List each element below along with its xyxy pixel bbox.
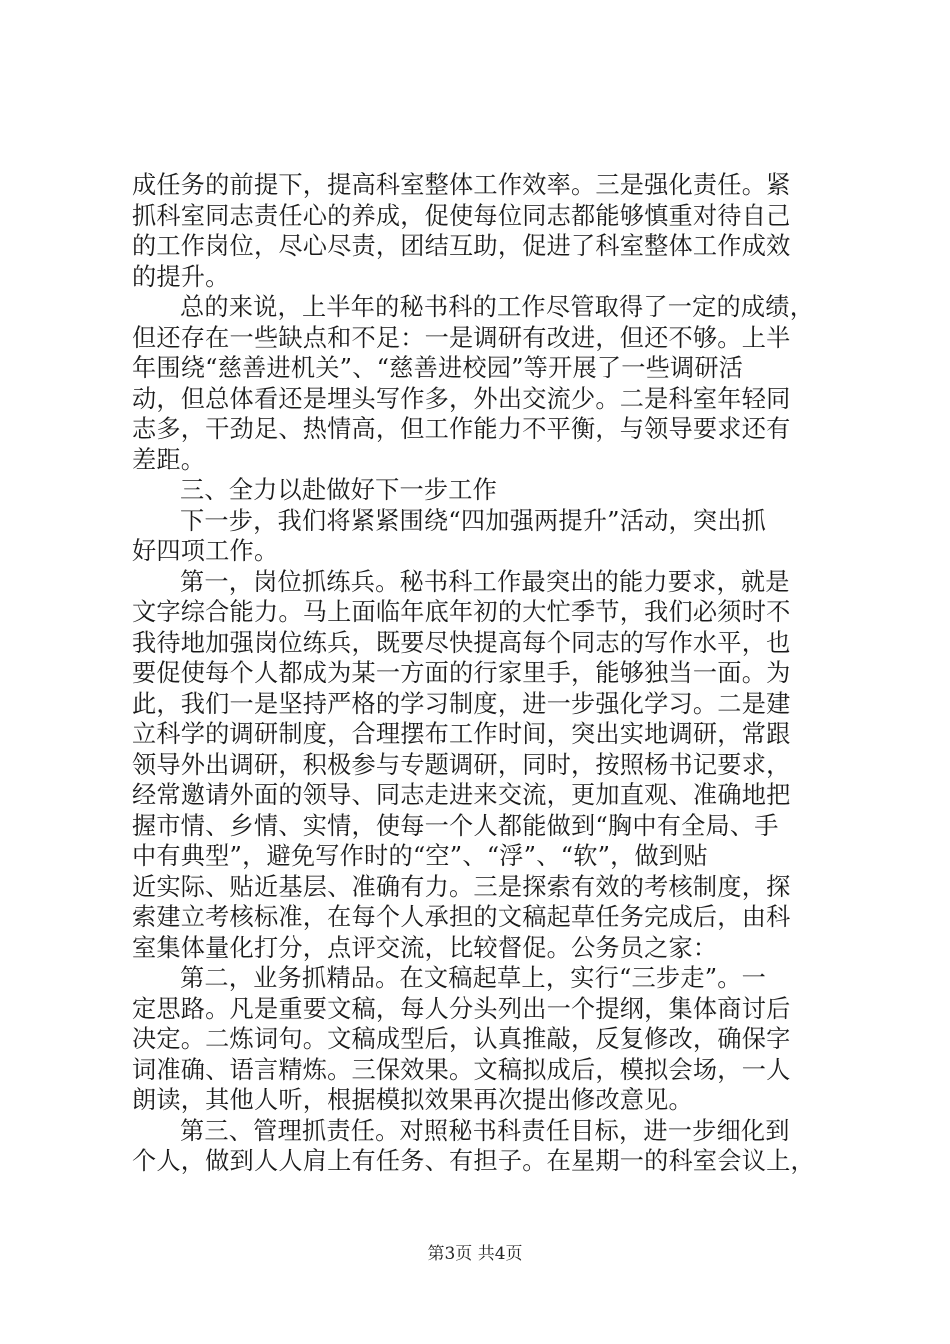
text-line: 领导外出调研，积极参与专题调研，同时，按照杨书记要求， xyxy=(132,750,791,779)
text-line: 动，但总体看还是埋头写作多，外出交流少。二是科室年轻同 xyxy=(132,384,791,413)
text-line: 索建立考核标准，在每个人承担的文稿起草任务完成后，由科 xyxy=(132,903,791,931)
text-line: 三、全力以赴做好下一步工作 xyxy=(180,476,498,504)
text-line: 中有典型”，避免写作时的“空”、“浮”、“软”，做到贴 xyxy=(132,842,708,870)
text-line: 个人，做到人人肩上有任务、有担子。在星期一的科室会议上， xyxy=(132,1147,815,1175)
text-line: 志多，干劲足、热情高，但工作能力不平衡，与领导要求还有 xyxy=(132,415,791,443)
text-line: 差距。 xyxy=(132,445,206,474)
text-line: 第三、管理抓责任。对照秘书科责任目标，进一步细化到 xyxy=(180,1116,790,1145)
text-line: 决定。二炼词句。文稿成型后，认真推敲，反复修改，确保字 xyxy=(132,1025,791,1053)
text-line: 成任务的前提下，提高科室整体工作效率。三是强化责任。紧 xyxy=(132,171,791,199)
text-line: 抓科室同志责任心的养成，促使每位同志都能够慎重对待自己 xyxy=(132,201,791,230)
text-line: 词准确、语言精炼。三保效果。文稿拟成后，模拟会场，一人 xyxy=(132,1055,791,1084)
text-line: 经常邀请外面的领导、同志走进来交流，更加直观、准确地把 xyxy=(132,781,791,809)
text-line: 立科学的调研制度，合理摆布工作时间，突出实地调研，常跟 xyxy=(132,720,791,748)
document-body xyxy=(132,170,832,1177)
text-line: 室集体量化打分，点评交流，比较督促。公务员之家： xyxy=(132,933,718,962)
text-line: 总的来说，上半年的秘书科的工作尽管取得了一定的成绩， xyxy=(180,293,815,321)
text-line: 近实际、贴近基层、准确有力。三是探索有效的考核制度，探 xyxy=(132,872,791,901)
text-line: 朗读，其他人听，根据模拟效果再次提出修改意见。 xyxy=(132,1086,693,1114)
text-line: 定思路。凡是重要文稿，每人分头列出一个提纲，集体商讨后 xyxy=(132,994,791,1023)
page-number-label: 第3页 共4页 xyxy=(427,1244,523,1264)
text-line: 的提升。 xyxy=(132,262,230,291)
text-line: 但还存在一些缺点和不足：一是调研有改进，但还不够。上半 xyxy=(132,323,791,352)
text-line: 第一，岗位抓练兵。秘书科工作最突出的能力要求，就是 xyxy=(180,567,790,596)
text-line: 文字综合能力。马上面临年底年初的大忙季节，我们必须时不 xyxy=(132,598,791,626)
text-line: 好四项工作。 xyxy=(132,537,279,565)
text-line: 此，我们一是坚持严格的学习制度，进一步强化学习。二是建 xyxy=(132,689,791,718)
text-line: 下一步，我们将紧紧围绕“四加强两提升”活动，突出抓 xyxy=(180,506,767,535)
text-line: 要促使每个人都成为某一方面的行家里手，能够独当一面。为 xyxy=(132,659,791,687)
text-line: 握市情、乡情、实情，使每一个人都能做到“胸中有全局、手 xyxy=(132,811,779,840)
text-line: 第二，业务抓精品。在文稿起草上，实行“三步走”。一 xyxy=(180,964,767,992)
text-line: 年围绕“慈善进机关”、“慈善进校园”等开展了一些调研活 xyxy=(132,354,744,382)
page-footer xyxy=(0,1243,950,1265)
text-line: 我待地加强岗位练兵，既要尽快提高每个同志的写作水平，也 xyxy=(132,628,791,657)
text-line: 的工作岗位，尽心尽责，团结互助，促进了科室整体工作成效 xyxy=(132,232,791,260)
